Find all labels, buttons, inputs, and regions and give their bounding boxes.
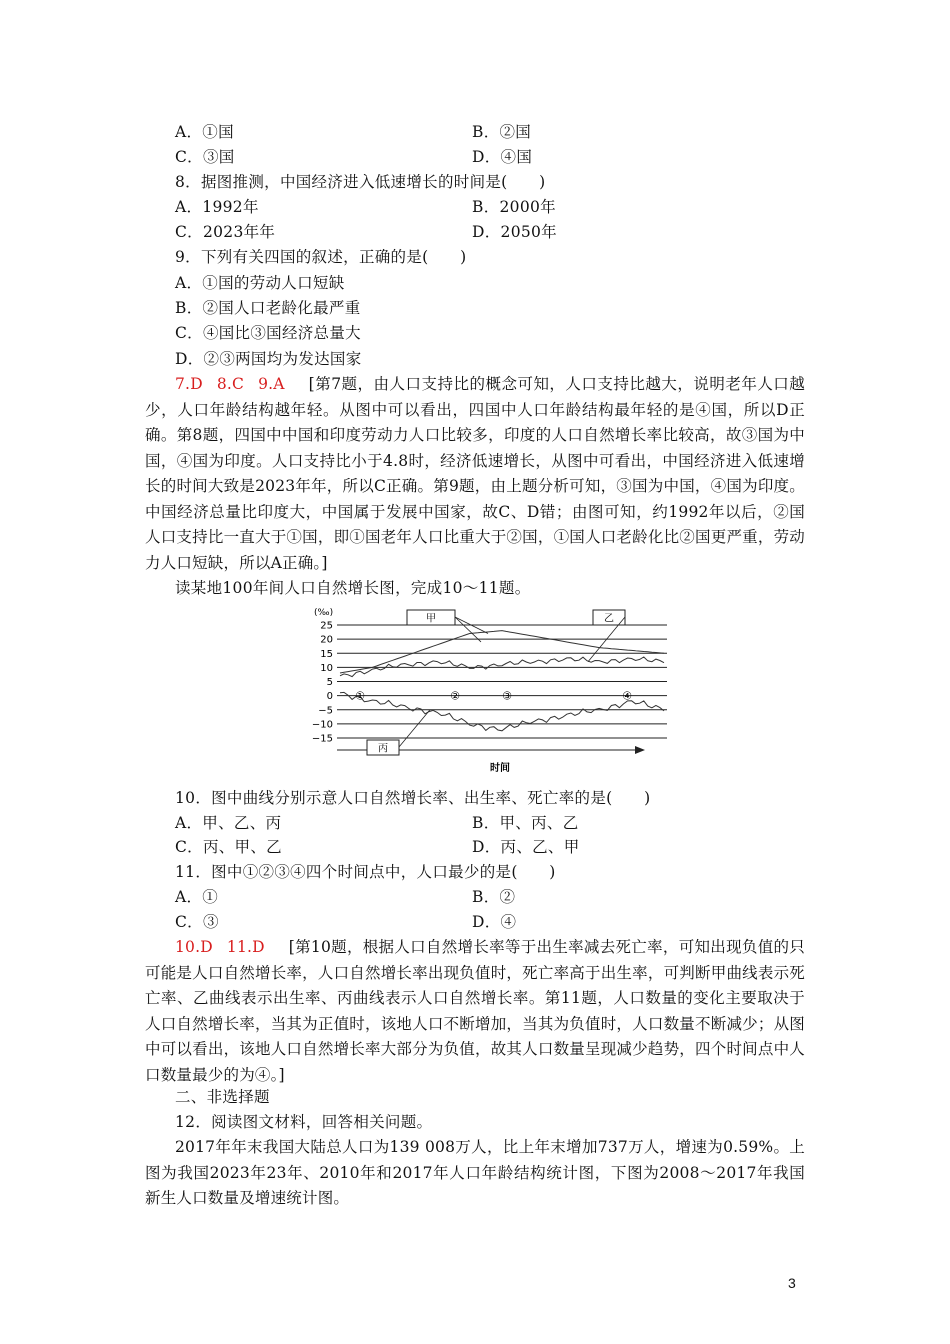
answer-7-9 [145, 372, 805, 576]
series-3-label: 丙 [378, 743, 388, 755]
q10-stem: 10．图中曲线分别示意人口自然增长率、出生率、死亡率的是( ) [175, 789, 651, 807]
y-tick-label: −15 [311, 733, 333, 745]
y-tick-label: 5 [326, 677, 333, 688]
q9-option-a: A．①国的劳动人口短缺 [175, 274, 345, 292]
time-marker: ③ [502, 689, 512, 703]
q8-option-d: D．2050年 [472, 223, 557, 241]
series-1-label: 甲 [426, 613, 436, 625]
q8-option-c: C．2023年年 [175, 223, 276, 241]
time-marker: ② [450, 689, 460, 703]
x-axis-label: 时间 [490, 763, 510, 774]
series-1-leader-2 [455, 617, 481, 642]
y-tick-label: 15 [320, 648, 333, 660]
q10-option-a: A．甲、乙、丙 [175, 814, 282, 832]
q10-option-b: B．甲、丙、乙 [472, 814, 579, 832]
q7-option-c: C．③国 [175, 148, 235, 166]
page-number: 3 [788, 1275, 796, 1291]
answer-keys [175, 938, 279, 956]
y-axis-label: (‰) [314, 608, 334, 618]
time-marker: ① [355, 689, 365, 703]
q10-option-c: C．丙、甲、乙 [175, 838, 282, 856]
answer-explanation: [第10题，根据人口自然增长率等于出生率减去死亡率，可知出现负值的只可能是人口自然增长率，人口自然增长率出现负值时，死亡率高于出生率，可判断甲曲线表示死亡率、乙曲线表示出生率、丙曲线表示人口自然增长率。第11题，人口数量的变化主要取决于人口自然增长率，当其为正值时，该地人口不断增加，当其为负值时，人口数量不断减少；从图中可以看出，该地人口自然增长率大部分为负值，故其人口数量呈现减少趋势，四个时间点中人口数量最少的为④。] [145, 938, 805, 1084]
q11-stem: 11．图中①②③④四个时间点中，人口最少的是( ) [175, 863, 556, 881]
population-growth-chart [305, 600, 685, 780]
q7-option-a: A．①国 [175, 123, 234, 141]
q8-option-a: A．1992年 [175, 198, 259, 216]
series-line-2 [340, 657, 664, 677]
answer-key: 11.D [226, 938, 265, 956]
series-3-leader [399, 710, 430, 747]
y-tick-label: 10 [320, 662, 333, 674]
q9-option-c: C．④国比③国经济总量大 [175, 324, 361, 342]
q11-option-b: B．② [472, 888, 516, 906]
q9-stem: 9．下列有关四国的叙述，正确的是( ) [175, 248, 467, 266]
series-2-label: 乙 [604, 613, 614, 625]
intro-10-11: 读某地100年间人口自然增长图，完成10～11题。 [175, 579, 531, 597]
answer-key: 7.D [175, 375, 203, 393]
q7-option-d: D．④国 [472, 148, 533, 166]
q9-option-b: B．②国人口老龄化最严重 [175, 299, 361, 317]
answer-key: 10.D [175, 938, 213, 956]
series-line-1 [340, 631, 664, 673]
q11-option-a: A．① [175, 888, 219, 906]
q9-option-d: D．②③两国均为发达国家 [175, 350, 362, 368]
y-tick-label: 20 [320, 634, 333, 646]
q11-option-c: C．③ [175, 913, 219, 931]
q12-material: 2017年年末我国大陆总人口为139 008万人，比上年末增加737万人，增速为0.59%。上图为我国2023年23年、2010年和2017年人口年龄结构统计图，下图为2008～2017年我国新生人口数量及增速统计图。 [145, 1138, 805, 1207]
time-marker: ④ [622, 689, 632, 703]
q8-stem: 8．据图推测，中国经济进入低速增长的时间是( ) [175, 173, 546, 191]
section-title: 二、非选择题 [175, 1088, 270, 1106]
y-tick-label: 0 [326, 691, 333, 703]
q7-option-b: B．②国 [472, 123, 532, 141]
x-axis-arrow [635, 746, 645, 754]
answer-keys [175, 375, 299, 393]
y-tick-label: −5 [318, 705, 333, 717]
y-tick-label: 25 [320, 620, 333, 632]
answer-10-11 [145, 935, 805, 1088]
q8-option-b: B．2000年 [472, 198, 556, 216]
answer-key: 9.A [258, 375, 285, 393]
answer-explanation: [第7题，由人口支持比的概念可知，人口支持比越大，说明老年人口越少，人口年龄结构越年轻。从图中可以看出，四国中人口年龄结构最年轻的是④国，所以D正确。第8题，四国中中国和印度劳动力人口比较多，印度的人口自然增长率比较高，故③国为中国，④国为印度。人口支持比小于4.8时，经济低速增长，从图中可看出，中国经济进入低速增长的时间大致是2023年年，所以C正确。第9题，由上题分析可知，③国为中国，④国为印度。中国经济总量比印度大，中国属于发展中国家，故C、D错；由图可知，约1992年以后，②国人口支持比一直大于①国，即①国老年人口比重大于②国，①国人口老龄化比②国更严重，劳动力人口短缺，所以A正确。] [145, 375, 805, 572]
q10-option-d: D．丙、乙、甲 [472, 838, 580, 856]
q11-option-d: D．④ [472, 913, 517, 931]
q12-stem: 12．阅读图文材料，回答相关问题。 [175, 1113, 433, 1131]
y-tick-label: −10 [311, 719, 333, 731]
answer-key: 8.C [216, 375, 245, 393]
